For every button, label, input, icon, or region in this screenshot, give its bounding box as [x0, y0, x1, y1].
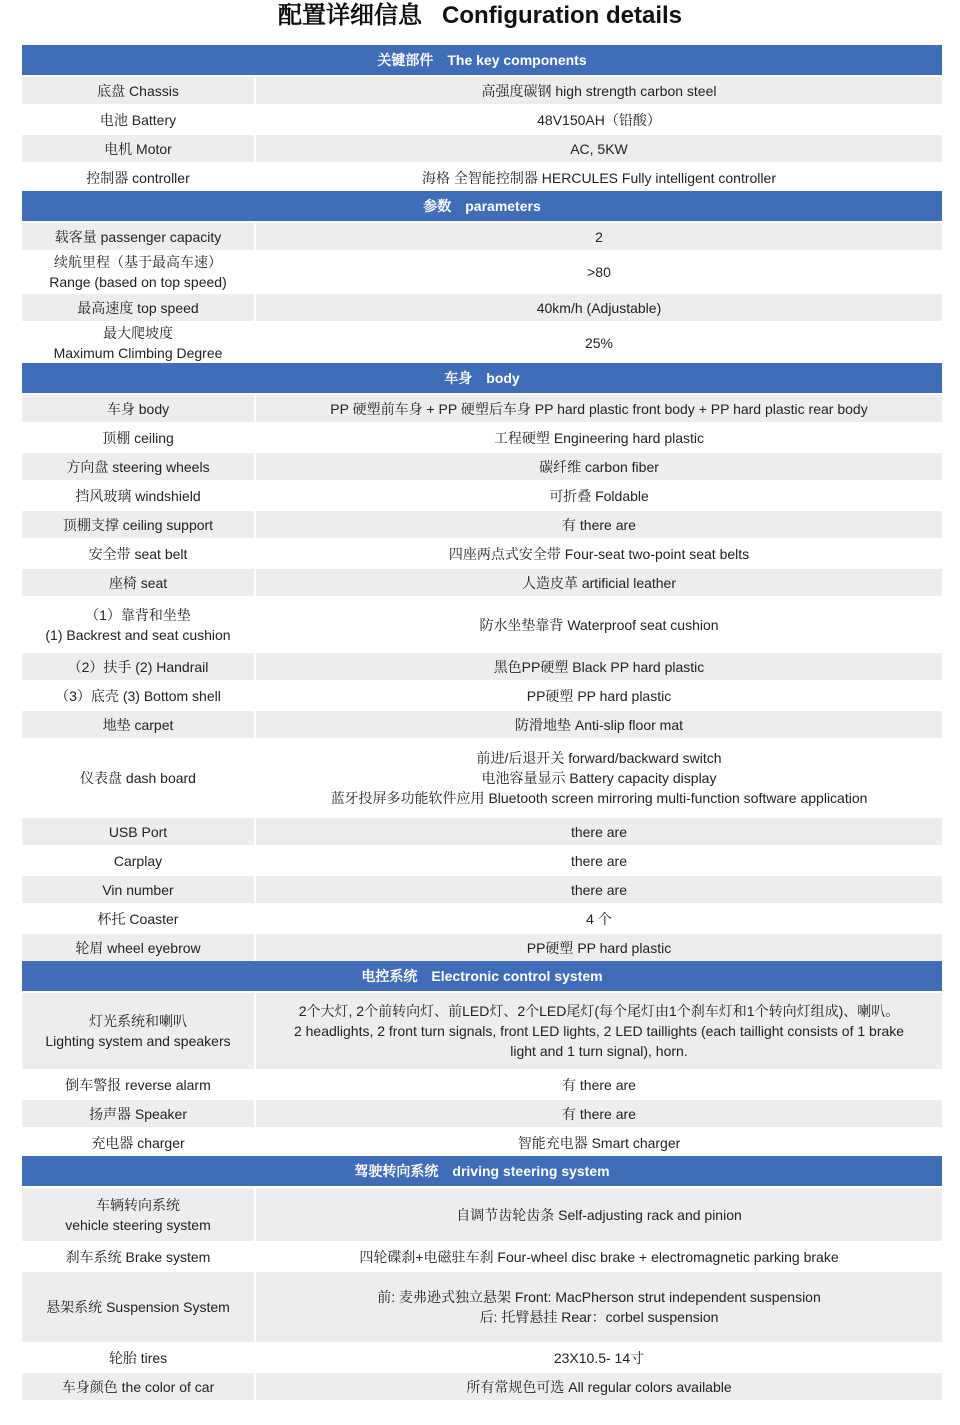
spec-label-line: 轮胎 tires: [108, 1349, 168, 1366]
spec-value: [256, 482, 942, 509]
spec-value-line: there are: [570, 852, 628, 869]
spec-label-line: USB Port: [108, 823, 168, 840]
spec-row: [22, 711, 942, 738]
page-title-cn: 配置详细信息: [278, 2, 422, 29]
spec-row: [22, 1243, 942, 1270]
spec-label: [22, 876, 254, 903]
spec-label: [22, 1373, 254, 1400]
spec-table: [22, 45, 942, 1400]
spec-label-line: （1）靠背和坐垫: [85, 606, 191, 623]
spec-label-line: 地垫 carpet: [102, 716, 174, 733]
spec-value: [256, 135, 942, 162]
spec-value: [256, 77, 942, 104]
spec-value: [256, 653, 942, 680]
spec-value-line: 前进/后退开关 forward/backward switch: [476, 750, 722, 766]
spec-label-line: 刹车系统 Brake system: [65, 1248, 211, 1265]
section-title-cn: 关键部件: [377, 52, 434, 68]
spec-row: [22, 540, 942, 567]
spec-row: [22, 598, 942, 651]
spec-value-line: 高强度碳钢 high strength carbon steel: [481, 82, 717, 99]
spec-row: [22, 106, 942, 133]
spec-value-line: 2个大灯, 2个前转向灯、前LED灯、2个LED尾灯(每个尾灯由1个刹车灯和1个转向灯组成)、喇叭。: [298, 1003, 900, 1019]
spec-row: [22, 323, 942, 363]
spec-label-line: 方向盘 steering wheels: [66, 458, 210, 475]
section-title-cn: 车身: [444, 370, 473, 386]
spec-label: [22, 1129, 254, 1156]
spec-label: [22, 569, 254, 596]
spec-label: [22, 1243, 254, 1270]
spec-label-line: 灯光系统和喇叭: [89, 1013, 187, 1029]
spec-value: [256, 1373, 942, 1400]
spec-label-line: 座椅 seat: [108, 574, 168, 591]
spec-row: [22, 424, 942, 451]
section-header: [22, 191, 942, 221]
spec-row: [22, 740, 942, 816]
spec-label-line: 底盘 Chassis: [97, 82, 179, 99]
spec-row: [22, 934, 942, 961]
spec-label: [22, 1100, 254, 1127]
spec-label-line: 杯托 Coaster: [97, 910, 179, 927]
spec-value: [256, 711, 942, 738]
spec-label: [22, 424, 254, 451]
section-title-cn: 电控系统: [361, 968, 418, 984]
spec-value: [256, 1071, 942, 1098]
spec-label: [22, 847, 254, 874]
spec-label: [22, 818, 254, 845]
spec-label-line: Vin number: [102, 881, 174, 898]
section-title-en: The key components: [447, 52, 587, 68]
spec-label-line: Range (based on top speed): [49, 274, 227, 290]
spec-value: [256, 511, 942, 538]
spec-row: [22, 164, 942, 191]
spec-row: [22, 847, 942, 874]
spec-label-line: 车身颜色 the color of car: [61, 1378, 215, 1395]
spec-value: [256, 424, 942, 451]
spec-label: [22, 164, 254, 191]
spec-label-line: 充电器 charger: [91, 1134, 185, 1151]
spec-value-line: 人造皮革 artificial leather: [521, 574, 677, 591]
spec-label-line: 倒车警报 reverse alarm: [65, 1076, 211, 1093]
spec-label: [22, 740, 254, 816]
section-title-cn: 驾驶转向系统: [354, 1163, 439, 1179]
spec-value: [256, 453, 942, 480]
section-header: [22, 1156, 942, 1186]
spec-label-line: 最大爬坡度: [103, 325, 173, 341]
spec-label: [22, 682, 254, 709]
spec-value-line: 2 headlights, 2 front turn signals, front LED lights, 2 LED taillights (each taillight consists of 1 brake: [293, 1023, 905, 1039]
spec-label: [22, 252, 254, 292]
spec-value-line: 黑色PP硬塑 Black PP hard plastic: [493, 658, 705, 675]
spec-label: [22, 1188, 254, 1241]
spec-value-line: there are: [570, 881, 628, 898]
spec-label: [22, 1272, 254, 1342]
section-title-en: Electronic control system: [431, 968, 603, 984]
section-header: [22, 45, 942, 75]
spec-label: [22, 1071, 254, 1098]
spec-row: [22, 1188, 942, 1241]
spec-value: [256, 847, 942, 874]
spec-label: [22, 395, 254, 422]
spec-value: [256, 905, 942, 932]
spec-row: [22, 135, 942, 162]
spec-label: [22, 135, 254, 162]
spec-row: [22, 653, 942, 680]
spec-row: [22, 1100, 942, 1127]
spec-value-line: 海格 全智能控制器 HERCULES Fully intelligent controller: [422, 169, 776, 186]
page-title: [0, 0, 960, 32]
spec-value: [256, 682, 942, 709]
spec-value: [256, 934, 942, 961]
spec-row: [22, 252, 942, 292]
spec-value: [256, 993, 942, 1069]
spec-label-line: 轮眉 wheel eyebrow: [75, 939, 201, 956]
spec-value-line: 四座两点式安全带 Four-seat two-point seat belts: [448, 545, 750, 562]
spec-label-line: 控制器 controller: [86, 169, 190, 186]
spec-value-line: >80: [587, 264, 611, 280]
spec-value-line: light and 1 turn signal), horn.: [510, 1043, 688, 1059]
spec-label: [22, 106, 254, 133]
spec-value-line: 后: 托臂悬挂 Rear：corbel suspension: [479, 1309, 719, 1325]
spec-value: [256, 164, 942, 191]
spec-label: [22, 905, 254, 932]
spec-value: [256, 540, 942, 567]
spec-row: [22, 511, 942, 538]
spec-label-line: 续航里程（基于最高车速）: [54, 254, 222, 270]
spec-value-line: 智能充电器 Smart charger: [517, 1134, 681, 1151]
spec-row: [22, 1344, 942, 1371]
spec-label-line: vehicle steering system: [65, 1216, 211, 1233]
spec-row: [22, 395, 942, 422]
spec-label-line: Carplay: [113, 852, 163, 869]
spec-value: [256, 876, 942, 903]
spec-value: [256, 1344, 942, 1371]
spec-label: [22, 294, 254, 321]
spec-value-line: 自调节齿轮齿条 Self-adjusting rack and pinion: [456, 1206, 742, 1223]
spec-value: [256, 1272, 942, 1342]
section-header: [22, 961, 942, 991]
section-header: [22, 363, 942, 393]
spec-row: [22, 569, 942, 596]
spec-value: [256, 1188, 942, 1241]
spec-value-line: 四轮碟刹+电磁驻车刹 Four-wheel disc brake + electromagnetic parking brake: [359, 1248, 839, 1265]
spec-value-line: 48V150AH（铅酸）: [537, 111, 661, 128]
spec-value: [256, 252, 942, 292]
spec-label: [22, 540, 254, 567]
spec-row: [22, 1071, 942, 1098]
spec-value-line: 2: [595, 228, 603, 245]
spec-value-line: 电池容量显示 Battery capacity display: [481, 770, 717, 786]
spec-label-line: 安全带 seat belt: [88, 545, 188, 562]
spec-row: [22, 1272, 942, 1342]
spec-label: [22, 482, 254, 509]
spec-row: [22, 876, 942, 903]
spec-value: [256, 1100, 942, 1127]
spec-label-line: 顶棚支撑 ceiling support: [62, 516, 214, 533]
spec-value-line: 蓝牙投屏多功能软件应用 Bluetooth screen mirroring multi-function software application: [330, 790, 868, 806]
spec-value: [256, 323, 942, 363]
spec-value: [256, 223, 942, 250]
spec-label: [22, 711, 254, 738]
section-title-cn: 参数: [423, 198, 452, 214]
spec-label-line: 电池 Battery: [99, 111, 177, 128]
spec-row: [22, 223, 942, 250]
spec-value: [256, 1129, 942, 1156]
spec-value-line: 23X10.5- 14寸: [553, 1349, 645, 1366]
spec-value: [256, 740, 942, 816]
section-title-en: driving steering system: [452, 1163, 610, 1179]
spec-value: [256, 106, 942, 133]
spec-label: [22, 323, 254, 363]
spec-row: [22, 905, 942, 932]
spec-label: [22, 653, 254, 680]
spec-label-line: 车辆转向系统: [96, 1196, 180, 1213]
page-title-en: Configuration details: [442, 2, 682, 29]
spec-label-line: (1) Backrest and seat cushion: [45, 626, 231, 643]
spec-value: [256, 395, 942, 422]
spec-label: [22, 511, 254, 538]
spec-value-line: 4 个: [586, 910, 612, 927]
spec-label-line: 仪表盘 dash board: [80, 770, 196, 786]
spec-value-line: 工程硬塑 Engineering hard plastic: [493, 429, 705, 446]
spec-value-line: 有 there are: [562, 516, 636, 533]
spec-label: [22, 77, 254, 104]
spec-value-line: 所有常规色可选 All regular colors available: [466, 1378, 732, 1395]
spec-value-line: 可折叠 Foldable: [549, 487, 649, 504]
spec-value-line: 防滑地垫 Anti-slip floor mat: [514, 716, 684, 733]
spec-row: [22, 1373, 942, 1400]
spec-value-line: 有 there are: [562, 1105, 636, 1122]
spec-value-line: there are: [570, 823, 628, 840]
spec-label-line: 载客量 passenger capacity: [54, 228, 222, 245]
spec-label-line: 挡风玻璃 windshield: [75, 487, 201, 504]
spec-value-line: 25%: [584, 335, 614, 351]
spec-label-line: （3）底壳 (3) Bottom shell: [55, 687, 221, 704]
spec-value: [256, 818, 942, 845]
spec-label-line: 悬架系统 Suspension System: [46, 1299, 230, 1315]
spec-value-line: 前: 麦弗逊式独立悬架 Front: MacPherson strut independent suspension: [377, 1289, 821, 1305]
spec-row: [22, 482, 942, 509]
spec-row: [22, 294, 942, 321]
spec-row: [22, 993, 942, 1069]
spec-label: [22, 993, 254, 1069]
spec-value: [256, 569, 942, 596]
spec-value-line: 40km/h (Adjustable): [536, 299, 662, 316]
spec-value-line: PP 硬塑前车身 + PP 硬塑后车身 PP hard plastic front body + PP hard plastic rear body: [330, 400, 868, 417]
spec-label: [22, 223, 254, 250]
spec-row: [22, 77, 942, 104]
section-title-en: body: [486, 370, 520, 386]
spec-value: [256, 598, 942, 651]
spec-value-line: PP硬塑 PP hard plastic: [526, 939, 672, 956]
spec-label-line: （2）扶手 (2) Handrail: [67, 658, 209, 675]
spec-value: [256, 1243, 942, 1270]
spec-row: [22, 818, 942, 845]
spec-label: [22, 1344, 254, 1371]
spec-label-line: 最高速度 top speed: [77, 299, 199, 316]
section-title-en: parameters: [465, 198, 541, 214]
spec-label-line: 扬声器 Speaker: [88, 1105, 188, 1122]
spec-label-line: 车身 body: [106, 400, 170, 417]
spec-value-line: AC, 5KW: [570, 140, 628, 157]
spec-row: [22, 1129, 942, 1156]
spec-label-line: 顶棚 ceiling: [102, 429, 174, 446]
spec-value-line: PP硬塑 PP hard plastic: [526, 687, 672, 704]
spec-row: [22, 682, 942, 709]
spec-label-line: Maximum Climbing Degree: [53, 345, 223, 361]
spec-row: [22, 453, 942, 480]
spec-label-line: Lighting system and speakers: [45, 1033, 231, 1049]
spec-label: [22, 598, 254, 651]
spec-label: [22, 453, 254, 480]
spec-label-line: 电机 Motor: [104, 140, 172, 157]
spec-label: [22, 934, 254, 961]
spec-value: [256, 294, 942, 321]
spec-value-line: 碳纤维 carbon fiber: [539, 458, 659, 475]
spec-value-line: 有 there are: [562, 1076, 636, 1093]
spec-value-line: 防水坐垫靠背 Waterproof seat cushion: [479, 616, 719, 633]
